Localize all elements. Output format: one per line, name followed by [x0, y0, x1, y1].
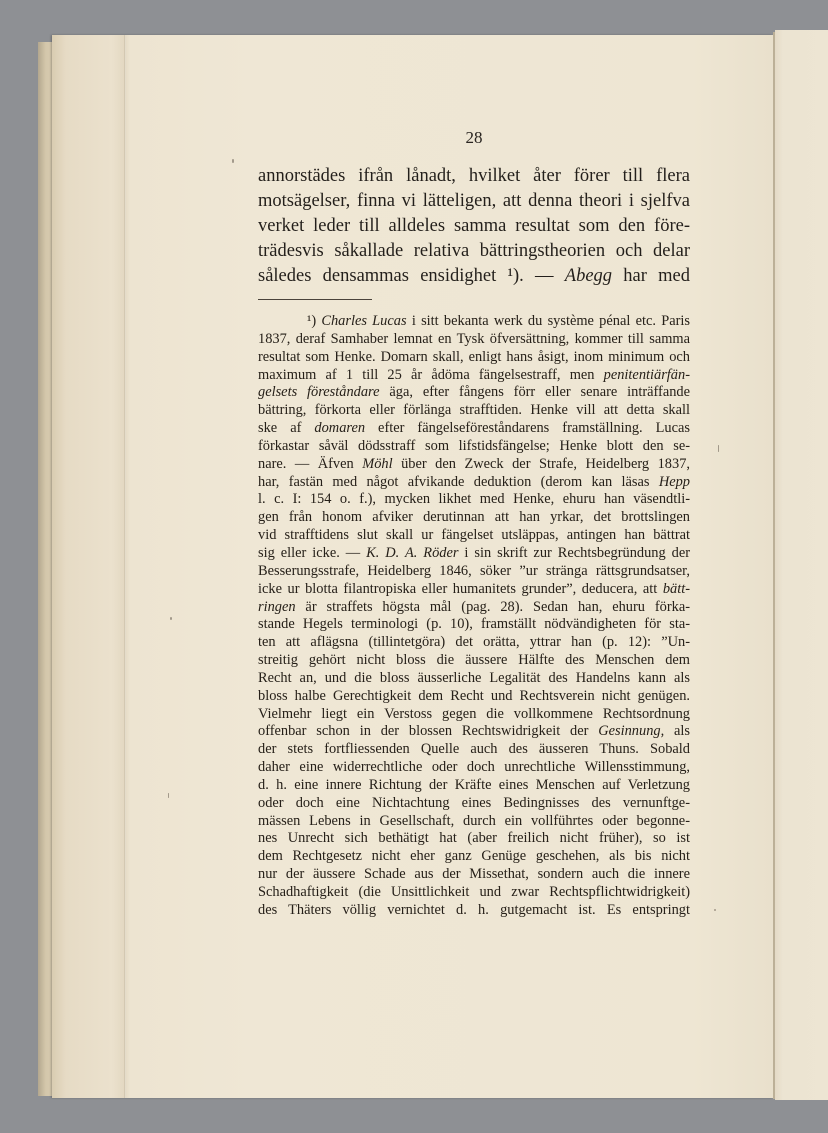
footnote-line — [258, 420, 690, 438]
text-run: dem Rechtgesetz nicht eher ganz Genüge geschehen, als bis nicht — [258, 848, 690, 865]
text-run: ske af — [258, 420, 315, 437]
footnote-line — [258, 563, 690, 581]
footnote-line — [258, 777, 690, 795]
footnote-line — [258, 545, 690, 563]
text-run: verket leder till alldeles samma resultat som den före- — [258, 215, 690, 236]
dust-speck — [718, 445, 719, 452]
text-run: 1837, deraf Samhaber lemnat en Tysk öfversättning, kommer till samma — [258, 330, 690, 347]
italic-text-run: Möhl — [362, 455, 393, 472]
footnote — [258, 313, 690, 920]
text-run: bättring, förkorta eller förlänga strafftiden. Henke vill att detta skall — [258, 402, 690, 419]
footnote-line — [258, 616, 690, 634]
footnote-line — [258, 331, 690, 349]
dust-speck — [714, 909, 716, 911]
text-run: Vielmehr liegt ein Verstoss gegen die vollkommene Rechtsordnung — [258, 705, 690, 722]
body-text — [258, 164, 690, 289]
text-run: sig eller icke. — — [258, 544, 367, 561]
body-line — [258, 239, 690, 264]
footnote-line — [258, 634, 690, 652]
footnote-line — [258, 723, 690, 741]
footnote-line — [258, 670, 690, 688]
italic-text-run: ringen — [258, 598, 296, 615]
text-run: über den Zweck der Strafe, Heidelberg 1837, — [392, 455, 690, 472]
footnote-line — [258, 741, 690, 759]
body-line — [258, 189, 690, 214]
text-run: oder doch eine Nichtachtung eines Bedingnisses des vernunftge- — [258, 794, 690, 811]
footnote-line — [258, 759, 690, 777]
text-run: nur der äussere Schade aus der Missethat, sondern auch die innere — [258, 866, 690, 883]
footnote-line — [258, 527, 690, 545]
text-run: gen från honom afviker derutinnan att han yrkar, det brottslingen — [258, 509, 690, 526]
footnote-line — [258, 813, 690, 831]
footnote-line — [258, 438, 690, 456]
italic-text-run: Hepp — [658, 473, 690, 490]
italic-text-run: Abegg — [564, 265, 613, 286]
italic-text-run: bätt- — [662, 580, 690, 597]
footnote-line — [258, 902, 690, 920]
dust-speck — [170, 617, 172, 620]
italic-text-run: gelsets föreståndare — [258, 384, 380, 401]
text-run: motsägelser, finna vi lätteligen, att denna theori i sjelfva — [258, 190, 690, 211]
footnote-line — [258, 830, 690, 848]
text-run: streitig gehört nicht bloss die äussere Hälfte des Menschen dem — [258, 652, 690, 669]
footnote-line — [258, 581, 690, 599]
text-run: nare. — Äfven — [258, 455, 363, 472]
text-run: äga, efter fångens förr eller senare inträffande — [379, 384, 690, 401]
footnote-line — [258, 456, 690, 474]
text-run: Schadhaftigkeit (die Unsittlichkeit und zwar Rechtspflichtwidrigkeit) — [258, 884, 690, 900]
text-run: har, fastän med något afvikande deduktion (derom kan läsas — [258, 473, 659, 490]
italic-text-run: Charles Lucas — [321, 313, 407, 329]
footnote-line — [258, 349, 690, 367]
text-run: förkastar såväl dödsstraff som lifstidsfängelse; Henke blott den se- — [258, 437, 690, 454]
footnote-line — [258, 313, 690, 331]
italic-text-run: K. D. A. Röder — [366, 544, 459, 561]
footnote-line — [258, 474, 690, 492]
footnote-line — [258, 795, 690, 813]
text-run: der stets fortfliessenden Quelle auch des äusseren Thuns. Sobald — [258, 741, 690, 758]
italic-text-run: penitentiärfän- — [603, 366, 690, 383]
text-run: Besserungsstrafe, Heidelberg 1846, söker ”ur stränga rättsgrundsatser, — [258, 562, 690, 579]
text-run: maximum af 1 till 25 år ådöma fängelsestraff, men — [258, 366, 604, 383]
binding-fold-line — [124, 35, 126, 1098]
text-run: i sitt bekanta werk du système pénal etc. Paris — [406, 313, 690, 329]
footnote-line — [258, 866, 690, 884]
text-run: icke ur blotta filantropiska eller humanitets grunder”, deducera, att — [258, 580, 663, 597]
text-run: offenbar schon in der blossen Rechtswidrigkeit der — [258, 723, 599, 740]
text-run: d. h. eine innere Richtung der Kräfte eines Menschen auf Verletzung — [258, 776, 690, 793]
italic-text-run: domaren — [314, 420, 366, 437]
text-run: annorstädes ifrån lånadt, hvilket åter förer till flera — [258, 165, 690, 186]
text-run: daher eine widerrechtliche oder doch unrechtliche Willensstimmung, — [258, 759, 690, 776]
text-run: Recht an, und die bloss äusserliche Legalität des Handelns kann als — [258, 669, 690, 686]
body-line — [258, 164, 690, 189]
footnote-line — [258, 706, 690, 724]
text-run: mässen Lebens in Gesellschaft, durch ein vollführtes oder begonne- — [258, 812, 690, 829]
footnote-line — [258, 367, 690, 385]
footnote-line — [258, 384, 690, 402]
book-page — [52, 35, 773, 1098]
text-run: stande Hegels terminologi (p. 10), framställt nödvändigheten för sta- — [258, 616, 690, 633]
text-run: efter fängelseföreståndarens framställning. Lucas — [365, 420, 690, 437]
text-run: ten att aflägsna (tillintetgöra) det orätta, yttrar han (p. 12): ”Un- — [258, 634, 690, 651]
body-line — [258, 214, 690, 239]
footnote-line — [258, 491, 690, 509]
text-run: als — [664, 723, 690, 740]
text-run: nes Unrecht sich bethätigt hat (aber freilich nicht früher), so ist — [258, 830, 690, 847]
footnote-line — [258, 688, 690, 706]
text-run: är straffets högsta mål (pag. 28). Sedan han, ehuru förka- — [295, 598, 690, 615]
facing-page-edge-right — [775, 30, 828, 1100]
text-run: trädesvis såkallade relativa bättringstheorien och delar — [258, 240, 690, 261]
text-run: resultat som Henke. Domarn skall, enligt hans åsigt, inom minimum och — [258, 348, 690, 365]
footnote-line — [258, 509, 690, 527]
footnote-line — [258, 652, 690, 670]
page-number: 28 — [465, 128, 483, 147]
text-run: l. c. I: 154 o. f.), mycken likhet med Henke, ehuru han väsendtli- — [258, 491, 690, 508]
text-run: i sin skrift zur Rechtsbegründung der — [458, 544, 690, 561]
footnote-line — [258, 402, 690, 420]
text-run: bloss halbe Gerechtigkeit dem Recht und Rechtsverein nicht genügen. — [258, 687, 690, 704]
text-run: således densammas ensidighet ¹). — — [258, 265, 565, 286]
dust-speck — [168, 793, 169, 798]
footnote-line — [258, 848, 690, 866]
text-run: vid strafftidens slut skall ur fängelset utsläppas, antingen han bättrat — [258, 527, 690, 544]
dust-speck — [232, 159, 234, 163]
footnote-separator-rule — [258, 299, 372, 300]
body-line — [258, 264, 690, 289]
text-run: ¹) — [307, 313, 322, 329]
text-run: des Thäters völlig vernichtet d. h. gutgemacht ist. Es entspringt — [258, 901, 690, 918]
footnote-line — [258, 884, 690, 902]
text-run: har med — [612, 265, 690, 286]
footnote-line — [258, 599, 690, 617]
italic-text-run: Gesinnung, — [598, 723, 665, 740]
